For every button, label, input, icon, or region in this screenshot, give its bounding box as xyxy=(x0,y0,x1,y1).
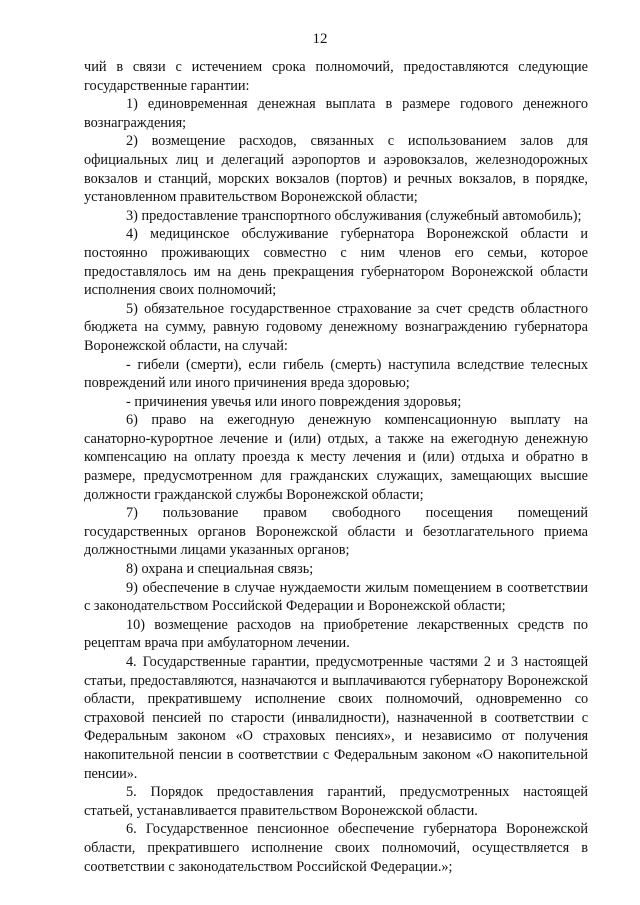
list-subitem-injury: - причинения увечья или иного повреждения здоровья; xyxy=(126,393,462,410)
list-item-9: 9) обеспечение в случае нуждаемости жилым помещением в соответствии с законодательством Российской Федерации и Воронежской области; xyxy=(84,579,588,615)
list-item-6: 6) право на ежегодную денежную компенсационную выплату на санаторно-курортное лечение и (или) отдых, а также на ежегодную денежную компенсацию на оплату проезда к месту лечения и (или) отдыха и обратно в размере, предусмотренном для гражданских служащих, замещающих высшие должности гражданской службы Воронежской области; xyxy=(84,412,588,503)
list-subitem-death: - гибели (смерти), если гибель (смерть) наступила вследствие телесных повреждений или иного причинения вреда здоровью; xyxy=(84,356,588,392)
page-number: 12 xyxy=(312,31,328,47)
section-5-paragraph: 5. Порядок предоставления гарантий, предусмотренных настоящей статьей, устанавливается правительством Воронежской области. xyxy=(84,784,588,819)
list-item-3: 3) предоставление транспортного обслуживания (служебный автомобиль); xyxy=(126,207,582,224)
list-item-5: 5) обязательное государственное страхование за счет средств областного бюджета на сумму, равную годовому денежному вознаграждению губернатора Воронежской области, на случай: xyxy=(84,300,588,354)
document-body xyxy=(84,58,588,876)
list-item-1: 1) единовременная денежная выплата в размере годового денежного вознаграждения; xyxy=(84,96,588,131)
section-4-paragraph: 4. Государственные гарантии, предусмотренные частями 2 и 3 настоящей статьи, предоставляются, назначаются и выплачиваются губернатору Воронежской области, прекратившему исполнение своих полномочий, одновременно со страховой пенсией по старости (инвалидности), назначенной в соответствии с Федеральным законом «О страховых пенсиях», и независимо от получения накопительной пенсии в соответствии с Федеральным законом «О накопительной пенсии». xyxy=(84,654,588,782)
paragraph-continuation: чий в связи с истечением срока полномочий, предоставляются следующие государственные гарантии: xyxy=(84,59,588,94)
section-6-paragraph: 6. Государственное пенсионное обеспечение губернатора Воронежской области, прекратившего исполнение своих полномочий, осуществляется в соответствии с законодательством Российской Федерации.»; xyxy=(84,821,588,875)
list-item-8: 8) охрана и специальная связь; xyxy=(126,561,314,578)
list-item-10: 10) возмещение расходов на приобретение лекарственных средств по рецептам врача при амбулаторном лечении. xyxy=(84,616,588,652)
list-item-4: 4) медицинское обслуживание губернатора Воронежской области и постоянно проживающих совместно с ним членов его семьи, которое предоставлялось им на день прекращения губернатором Воронежской области исполнения своих полномочий; xyxy=(84,226,588,299)
list-item-2: 2) возмещение расходов, связанных с использованием залов для официальных лиц и делегаций аэропортов и аэровокзалов, железнодорожных вокзалов и станций, морских вокзалов (портов) и речных вокзалов, в порядке, установленном правительством Воронежской области; xyxy=(84,133,588,206)
list-item-7: 7) пользование правом свободного посещения помещений государственных органов Воронежской области и безотлагательного приема должностными лицами указанных органов; xyxy=(84,505,588,559)
